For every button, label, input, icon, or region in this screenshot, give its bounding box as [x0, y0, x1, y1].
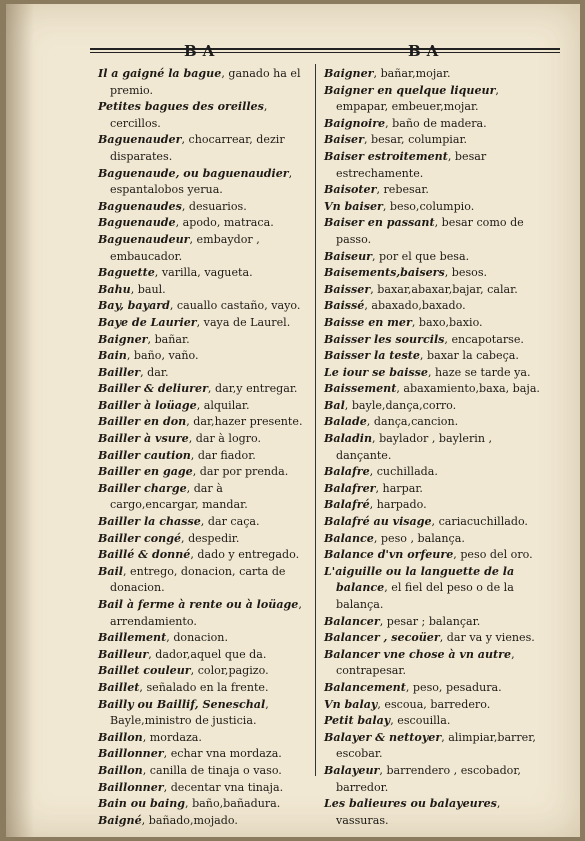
entry-translation: , vaya de Laurel. — [196, 315, 291, 329]
entry-headword: Balafre — [324, 465, 370, 479]
entry-headword: Baisoter — [324, 183, 377, 197]
entry-headword: Baiser — [324, 133, 364, 147]
dictionary-entry — [98, 431, 310, 448]
entry-headword: Bain ou baing — [98, 797, 186, 811]
entry-translation: , dar,y entregar. — [207, 382, 298, 396]
entry-headword: Baguenaudeur — [98, 232, 190, 246]
dictionary-entry — [324, 647, 544, 680]
entry-headword: Baillet — [98, 680, 140, 694]
entry-translation: , rebesar. — [376, 183, 429, 197]
entry-headword: Bail à ferme à rente ou à loüage — [98, 598, 299, 611]
entry-translation: , baylador , baylerin , dançante. — [336, 432, 493, 462]
entry-headword: Baye de Laurier — [98, 315, 197, 329]
dictionary-entry — [98, 547, 310, 564]
entry-headword: Bailler charge — [98, 481, 187, 495]
dictionary-entry — [98, 132, 310, 165]
entry-headword: Baiser en passant — [324, 216, 435, 230]
entry-headword: Baillet couleur — [98, 664, 191, 678]
dictionary-entry — [324, 332, 544, 349]
entry-translation: , dar à cargo,encargar, mandar. — [110, 481, 248, 512]
entry-headword: Balafrer — [324, 481, 376, 495]
entry-headword: Baissement — [324, 382, 397, 396]
entry-translation: , encapotarse. — [444, 332, 524, 346]
dictionary-entry — [98, 647, 310, 664]
column-divider — [315, 64, 316, 776]
dictionary-entry — [324, 149, 544, 182]
entry-translation: , contrapesar. — [336, 647, 515, 678]
dictionary-entry — [98, 680, 310, 697]
entry-headword: Balayer & nettoyer — [324, 730, 442, 744]
entry-headword: Baguenauder — [98, 133, 182, 147]
entry-headword: Baigner en quelque liqueur — [324, 83, 496, 97]
dictionary-entry — [324, 249, 544, 266]
dictionary-entry — [98, 763, 310, 780]
dictionary-entry — [98, 780, 310, 797]
entry-translation: , dar à logro. — [188, 432, 262, 446]
entry-headword: Balancement — [324, 680, 406, 694]
dictionary-entry — [98, 746, 310, 763]
entry-headword: Bailler congé — [98, 531, 182, 545]
dictionary-entry — [324, 431, 544, 464]
entry-headword: Balafré au visage — [324, 515, 432, 529]
entry-headword: Balance — [324, 531, 374, 545]
entry-translation: , dança,cancion. — [366, 415, 459, 429]
dictionary-entry — [324, 132, 544, 149]
entry-translation: , mordaza. — [142, 730, 202, 744]
entry-translation: , donacion. — [166, 631, 228, 645]
entry-headword: Bailler à vsure — [98, 432, 189, 446]
entry-translation: , señalado en la frente. — [139, 680, 269, 694]
entry-translation: , varilla, vagueta. — [154, 266, 253, 280]
entry-translation: , cercillos. — [110, 100, 268, 130]
entry-translation: , espantalobos yerua. — [110, 166, 293, 197]
dictionary-entry — [324, 414, 544, 431]
entry-translation: , alimpiar,barrer, escobar. — [336, 730, 536, 761]
entry-translation: , chocarrear, dezir disparates. — [110, 133, 285, 163]
entry-translation: , arrendamiento. — [110, 598, 302, 628]
dictionary-entry — [98, 448, 310, 465]
entry-translation: , pesar ; balançar. — [379, 614, 481, 628]
entry-translation: , ganado ha el premio. — [110, 67, 301, 97]
entry-translation: , cariacuchillado. — [431, 515, 528, 529]
dictionary-entry — [98, 663, 310, 680]
dictionary-entry — [98, 265, 310, 282]
dictionary-entry — [324, 697, 544, 714]
dictionary-entry — [98, 282, 310, 299]
entry-translation: , bañar. — [147, 332, 190, 346]
header-rule-thin — [90, 52, 560, 53]
left-column — [98, 66, 310, 829]
dictionary-entry — [98, 315, 310, 332]
entry-translation: , harpado. — [369, 498, 427, 512]
dictionary-entry — [324, 713, 544, 730]
entry-headword: Bal — [324, 398, 345, 412]
dictionary-entry — [98, 730, 310, 747]
entry-headword: Le iour se baisse — [324, 365, 428, 379]
entry-headword: Balancer — [324, 614, 380, 628]
entry-headword: Baigner — [324, 67, 374, 80]
entry-headword: Baillement — [98, 631, 167, 645]
dictionary-entry — [324, 497, 544, 514]
entry-translation: , por el que besa. — [372, 249, 470, 263]
dictionary-entry — [98, 564, 310, 597]
entry-headword: Bailler la chasse — [98, 515, 201, 529]
entry-translation: , decentar vna tinaja. — [163, 780, 284, 794]
dictionary-entry — [324, 116, 544, 133]
entry-headword: Balade — [324, 415, 367, 429]
entry-translation: , baño,bañadura. — [185, 797, 281, 811]
entry-translation: , peso, pesadura. — [405, 680, 502, 694]
dictionary-entry — [324, 182, 544, 199]
entry-translation: , baxar,abaxar,bajar, calar. — [370, 282, 518, 296]
entry-headword: Balayeur — [324, 763, 380, 777]
entry-translation: , dar va y vienes. — [439, 631, 535, 645]
dictionary-entry — [324, 365, 544, 382]
page-gutter-shadow — [6, 4, 34, 837]
entry-translation: , alquilar. — [196, 398, 250, 412]
dictionary-entry — [324, 83, 544, 116]
entry-headword: Balance d'vn orfeure — [324, 548, 454, 562]
entry-headword: Petites bagues des oreilles — [98, 100, 264, 114]
entry-translation: , el fiel del peso o de la balança. — [336, 581, 514, 611]
entry-headword: Baisser — [324, 282, 371, 296]
entry-translation: , besar como de passo. — [336, 216, 524, 246]
entry-translation: , peso , balança. — [373, 531, 465, 545]
entry-headword: Baillonner — [98, 747, 164, 761]
entry-headword: Vn baiser — [324, 199, 383, 213]
entry-translation: , vassuras. — [336, 797, 501, 827]
entry-translation: , cuchillada. — [369, 465, 438, 479]
dictionary-entry — [98, 414, 310, 431]
dictionary-entry — [324, 630, 544, 647]
dictionary-entry — [324, 282, 544, 299]
entry-headword: Bailler en don — [98, 415, 187, 429]
entry-headword: Baillonner — [98, 780, 164, 794]
running-head-left: BA — [184, 42, 221, 60]
entry-headword: Baisse en mer — [324, 315, 412, 329]
dictionary-entry — [98, 796, 310, 813]
dictionary-entry — [324, 381, 544, 398]
dictionary-entry — [324, 763, 544, 796]
dictionary-entry — [324, 614, 544, 631]
entry-headword: Baignoire — [324, 116, 386, 130]
dictionary-entry — [324, 481, 544, 498]
dictionary-entry — [324, 348, 544, 365]
entry-headword: Baguenaude — [98, 216, 176, 230]
entry-headword: Il a gaigné la bague — [98, 67, 222, 80]
dictionary-entry — [98, 514, 310, 531]
entry-translation: , dador,aquel que da. — [148, 647, 267, 661]
entry-headword: Baillon — [98, 763, 143, 777]
dictionary-entry — [98, 531, 310, 548]
entry-headword: Baillon — [98, 730, 143, 744]
dictionary-entry — [324, 514, 544, 531]
entry-translation: , abaxado,baxado. — [364, 299, 466, 313]
entry-translation: , echar vna mordaza. — [163, 747, 282, 761]
dictionary-entry — [324, 680, 544, 697]
entry-headword: Petit balay — [324, 714, 391, 728]
entry-translation: , baño de madera. — [385, 116, 487, 130]
entry-translation: , baxo,baxio. — [411, 315, 483, 329]
dictionary-entry — [98, 232, 310, 265]
entry-translation: , Bayle,ministro de justicia. — [110, 697, 269, 728]
entry-headword: Baisements,baisers — [324, 266, 445, 280]
entry-translation: , haze se tarde ya. — [427, 365, 531, 379]
entry-headword: Bailly ou Baillif, Seneschal — [98, 697, 266, 711]
entry-translation: , bañado,mojado. — [141, 813, 238, 827]
entry-headword: Baisser la teste — [324, 349, 420, 363]
entry-headword: Baisser les sourcils — [324, 332, 445, 346]
entry-translation: , dar por prenda. — [192, 465, 289, 479]
dictionary-entry — [324, 531, 544, 548]
entry-translation: , dar. — [140, 365, 169, 379]
entry-headword: Balancer , secoüer — [324, 631, 440, 645]
entry-headword: Baigné — [98, 813, 142, 827]
dictionary-entry — [324, 464, 544, 481]
entry-headword: Bay, bayard — [98, 299, 170, 313]
entry-translation: , beso,columpio. — [382, 199, 475, 213]
entry-headword: Baguenaude, ou baguenaudier — [98, 166, 289, 180]
dictionary-entry — [98, 332, 310, 349]
entry-headword: Bailler caution — [98, 448, 191, 462]
entry-translation: , desuarios. — [181, 199, 247, 213]
dictionary-entry — [98, 697, 310, 730]
entry-translation: , bayle,dança,corro. — [344, 398, 457, 412]
dictionary-entry — [324, 66, 544, 83]
entry-translation: , baño, vaño. — [126, 349, 199, 363]
entry-headword: L'aiguille ou la languette de la balance — [324, 564, 515, 595]
entry-translation: , abaxamiento,baxa, baja. — [396, 382, 540, 396]
entry-translation: , peso del oro. — [453, 548, 533, 562]
dictionary-entry — [324, 796, 544, 829]
entry-headword: Baissé — [324, 299, 365, 313]
dictionary-entry — [324, 547, 544, 564]
dictionary-entry — [98, 199, 310, 216]
entry-headword: Balafré — [324, 498, 370, 512]
entry-translation: , besar estrechamente. — [336, 149, 487, 180]
entry-headword: Bain — [98, 349, 127, 363]
dictionary-entry — [98, 597, 310, 630]
entry-translation: , escouilla. — [390, 714, 451, 728]
entry-headword: Baiser estroitement — [324, 149, 448, 163]
dictionary-entry — [98, 99, 310, 132]
entry-translation: , baul. — [130, 282, 166, 296]
entry-headword: Baigner — [98, 332, 148, 346]
dictionary-entry — [324, 564, 544, 614]
entry-translation: , despedir. — [181, 531, 240, 545]
entry-headword: Balancer vne chose à vn autre — [324, 647, 512, 661]
dictionary-entry — [98, 298, 310, 315]
entry-headword: Bailleur — [98, 647, 149, 661]
dictionary-entry — [324, 315, 544, 332]
dictionary-entry — [324, 215, 544, 248]
dictionary-entry — [98, 398, 310, 415]
entry-translation: , dar caça. — [200, 515, 260, 529]
entry-translation: , dar,hazer presente. — [186, 415, 303, 429]
dictionary-entry — [98, 365, 310, 382]
entry-headword: Baillé & donné — [98, 548, 191, 562]
dictionary-entry — [324, 398, 544, 415]
header-rule — [90, 48, 560, 50]
dictionary-entry — [324, 199, 544, 216]
entry-headword: Bailler à loüage — [98, 398, 197, 412]
entry-headword: Bail — [98, 564, 123, 578]
dictionary-entry — [98, 348, 310, 365]
entry-translation: , embaydor , embaucador. — [110, 232, 260, 263]
entry-translation: , escoua, barredero. — [377, 697, 491, 711]
entry-translation: , color,pagizo. — [190, 664, 269, 678]
dictionary-entry — [98, 381, 310, 398]
dictionary-entry — [98, 464, 310, 481]
entry-translation: , empapar, embeuer,mojar. — [336, 83, 499, 114]
book-page — [6, 4, 580, 837]
entry-translation: , dado y entregado. — [190, 548, 300, 562]
entry-translation: , besar, columpiar. — [363, 133, 468, 147]
entry-translation: , cauallo castaño, vayo. — [169, 299, 301, 313]
entry-headword: Bahu — [98, 282, 131, 296]
entry-translation: , harpar. — [375, 481, 423, 495]
entry-headword: Bailler — [98, 365, 141, 379]
dictionary-entry — [324, 298, 544, 315]
entry-headword: Baladin — [324, 432, 373, 446]
entry-translation: , apodo, matraca. — [175, 216, 274, 230]
entry-translation: , barrendero , escobador, barredor. — [336, 763, 521, 794]
dictionary-entry — [98, 481, 310, 514]
dictionary-entry — [98, 166, 310, 199]
entry-translation: , entrego, donacion, carta de donacion. — [110, 564, 286, 595]
running-head-right: BA — [408, 42, 445, 60]
entry-headword: Bailler & deliurer — [98, 382, 208, 396]
dictionary-entry — [98, 215, 310, 232]
entry-headword: Baguenaudes — [98, 199, 182, 213]
right-column — [324, 66, 544, 829]
entry-translation: , dar fiador. — [190, 448, 256, 462]
dictionary-entry — [98, 813, 310, 830]
dictionary-entry — [98, 630, 310, 647]
dictionary-entry — [98, 66, 310, 99]
entry-translation: , bañar,mojar. — [373, 67, 451, 80]
entry-translation: , canilla de tinaja o vaso. — [142, 763, 282, 777]
entry-headword: Baguette — [98, 266, 155, 280]
entry-headword: Baiseur — [324, 249, 372, 263]
entry-translation: , besos. — [444, 266, 488, 280]
dictionary-entry — [324, 730, 544, 763]
entry-headword: Bailler en gage — [98, 465, 193, 479]
entry-headword: Vn balay — [324, 697, 378, 711]
entry-headword: Les balieures ou balayeures — [324, 797, 497, 811]
entry-translation: , baxar la cabeça. — [419, 349, 519, 363]
dictionary-entry — [324, 265, 544, 282]
